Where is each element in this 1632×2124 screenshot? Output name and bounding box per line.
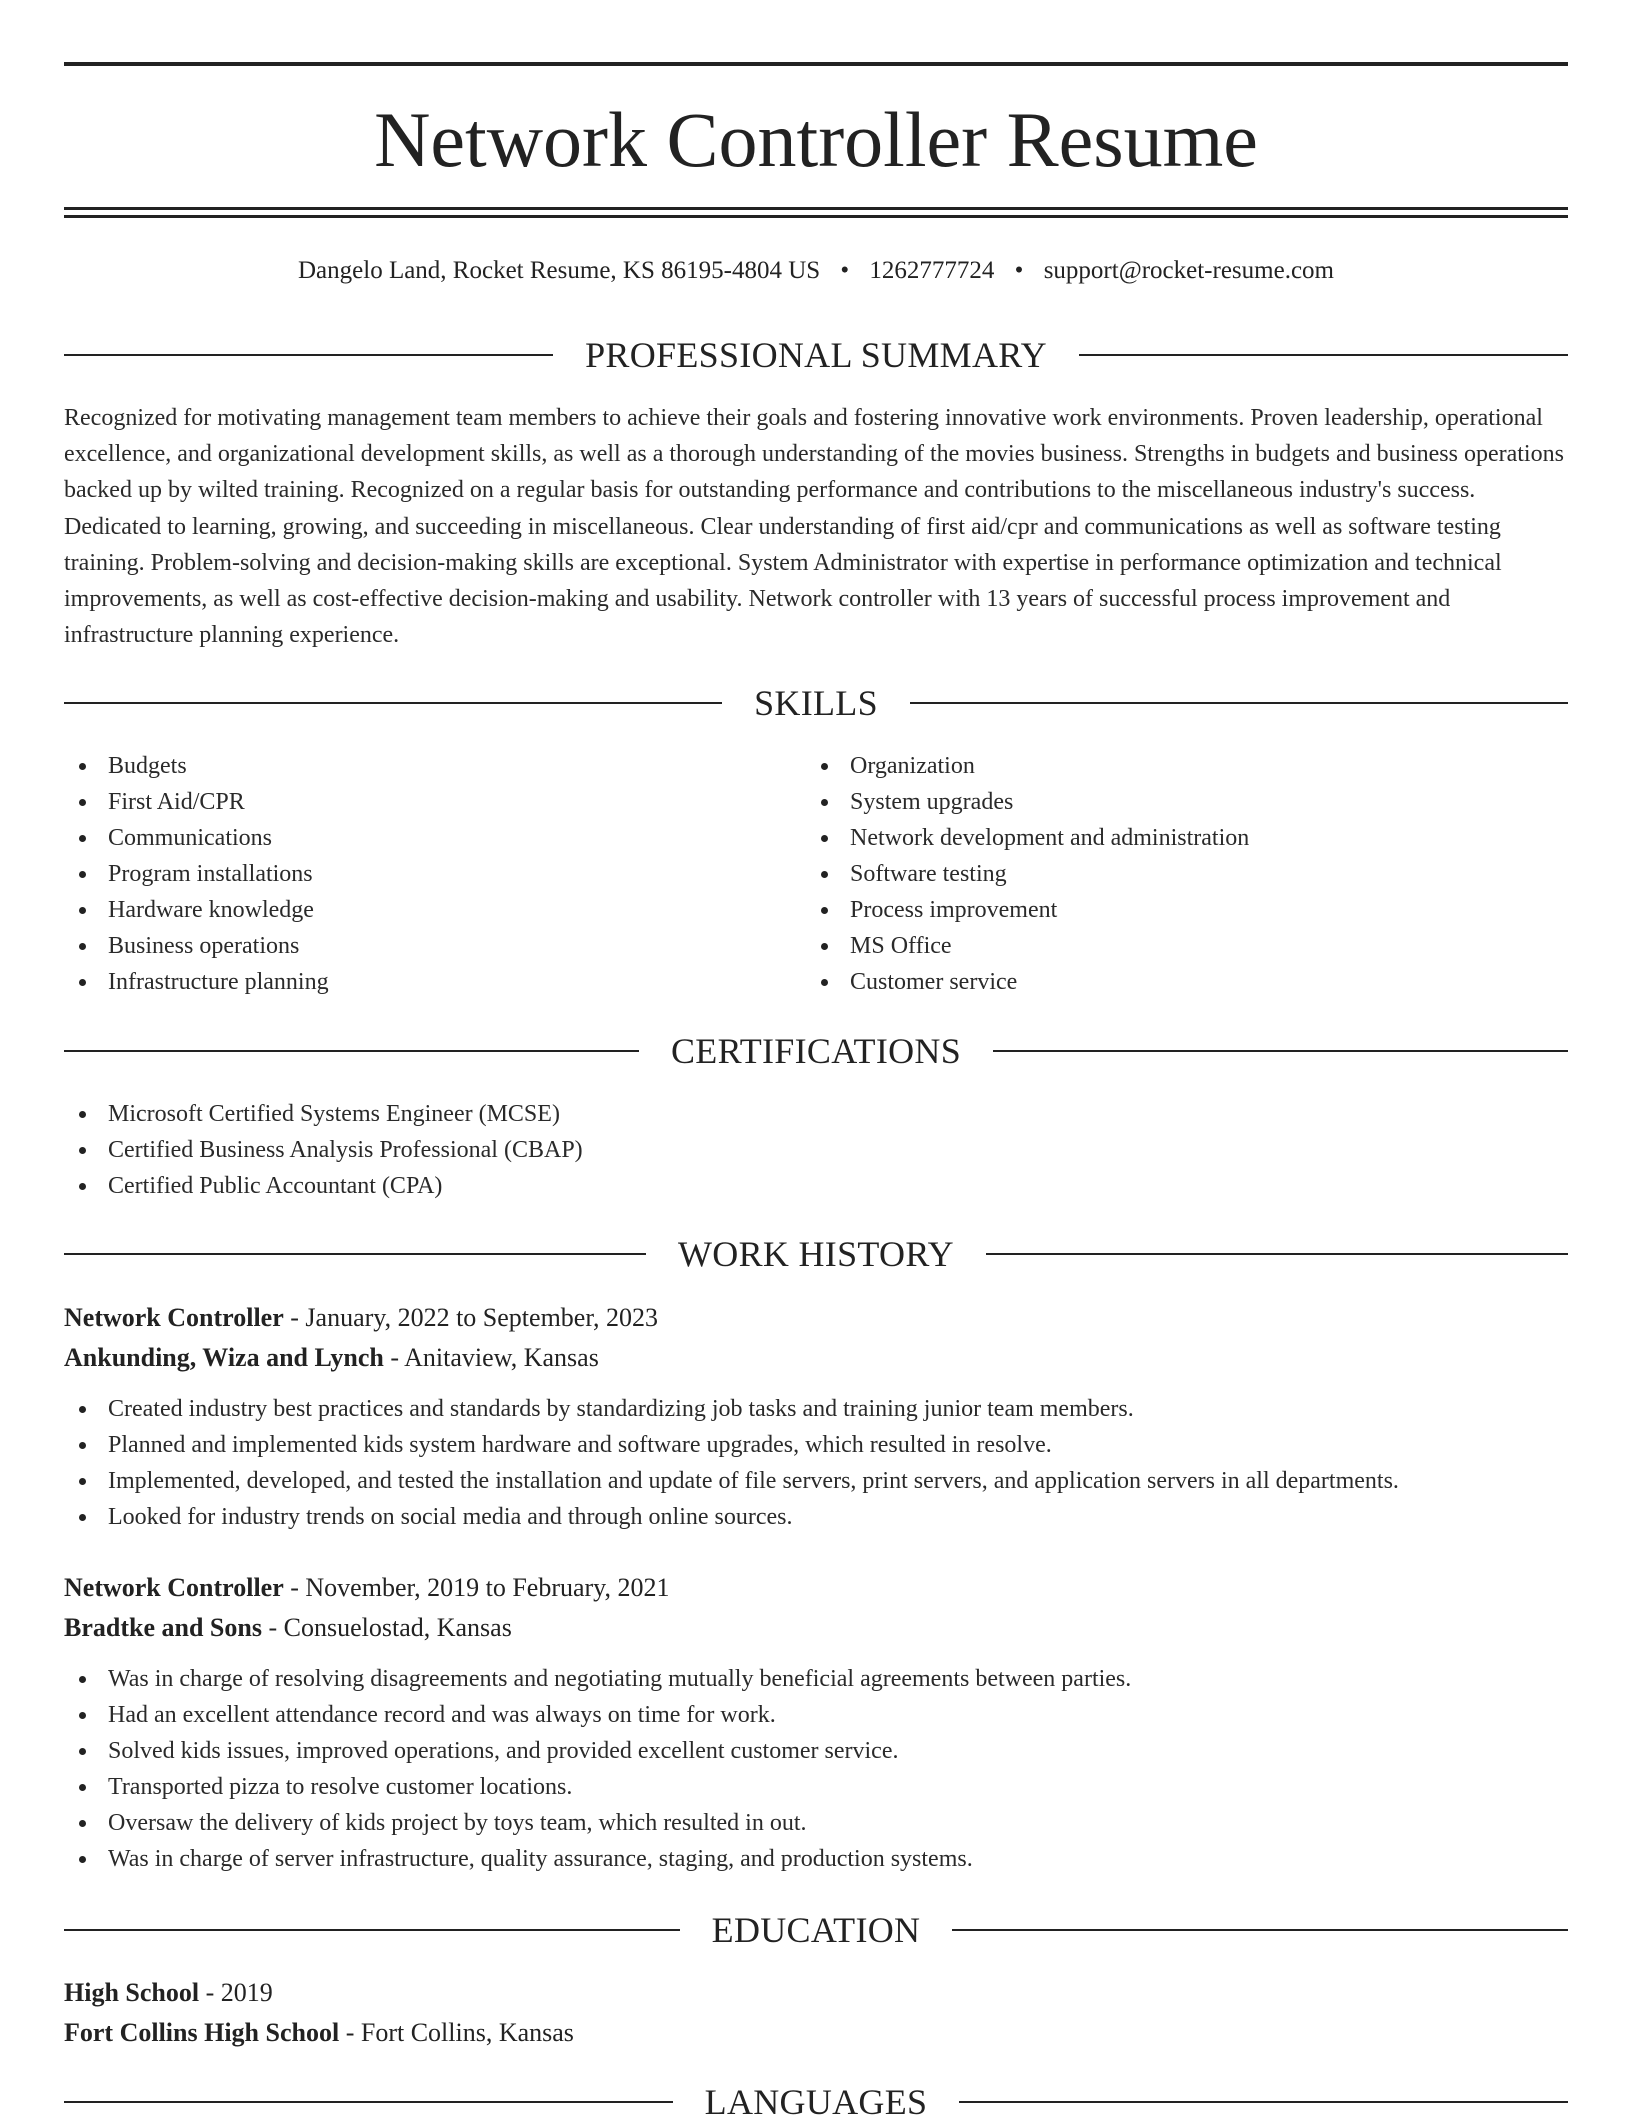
education-school: Fort Collins High School bbox=[64, 2018, 340, 2047]
section-title: CERTIFICATIONS bbox=[670, 1031, 962, 1071]
job-duty-item: Was in charge of server infrastructure, quality assurance, staging, and production systems. bbox=[64, 1841, 1568, 1877]
skill-item: System upgrades bbox=[806, 784, 1566, 820]
skill-item: MS Office bbox=[806, 928, 1566, 964]
skill-item: Software testing bbox=[806, 856, 1566, 892]
job-duty-item: Created industry best practices and standards by standardizing job tasks and training junior team members. bbox=[64, 1391, 1568, 1427]
skills-list-right bbox=[806, 748, 1566, 1000]
summary-text: Recognized for motivating management team members to achieve their goals and fostering innovative work environments. Proven leadership, operational excellence, and organizational development skills, as well as a thorough understanding of the movies business. Strengths in budgets and business operations backed up by wilted training. Recognized on a regular basis for outstanding performance and contributions to the miscellaneous industry's success. Dedicated to learning, growing, and succeeding in miscellaneous. Clear understanding of first aid/cpr and communications as well as software testing training. Problem-solving and decision-making skills are exceptional. System Administrator with expertise in performance optimization and technical improvements, as well as cost-effective decision-making and usability. Network controller with 13 years of successful process improvement and infrastructure planning experience. bbox=[64, 405, 1564, 649]
job-duties-list bbox=[64, 1661, 1568, 1877]
skills-list-left bbox=[64, 748, 804, 1000]
section-header-certifications bbox=[64, 1029, 1568, 1073]
job-duty-item: Oversaw the delivery of kids project by toys team, which resulted in out. bbox=[64, 1805, 1568, 1841]
skill-item: Process improvement bbox=[806, 892, 1566, 928]
header-rule bbox=[64, 2101, 673, 2103]
job-duty-item: Planned and implemented kids system hardware and software upgrades, which resulted in resolve. bbox=[64, 1427, 1568, 1463]
header-rule bbox=[64, 1253, 646, 1255]
section-header-skills bbox=[64, 681, 1568, 725]
section-title: EDUCATION bbox=[711, 1910, 921, 1950]
header-rule bbox=[64, 1050, 639, 1052]
section-header-languages bbox=[64, 2080, 1568, 2124]
header-rule bbox=[64, 1929, 680, 1931]
job-duty-item: Had an excellent attendance record and was always on time for work. bbox=[64, 1697, 1568, 1733]
title-bottom-rule-2 bbox=[64, 215, 1568, 218]
job-company: Bradtke and Sons bbox=[64, 1613, 262, 1642]
job-company-line bbox=[64, 1338, 1568, 1378]
job-title: Network Controller bbox=[64, 1303, 284, 1332]
contact-line bbox=[64, 254, 1568, 288]
section-title: PROFESSIONAL SUMMARY bbox=[585, 335, 1047, 375]
skill-item: Budgets bbox=[64, 748, 804, 784]
certification-item: Microsoft Certified Systems Engineer (MCSE) bbox=[64, 1096, 1568, 1132]
job-company-line bbox=[64, 1608, 1568, 1648]
skill-item: Organization bbox=[806, 748, 1566, 784]
header-rule bbox=[64, 354, 553, 356]
section-header-work-history bbox=[64, 1232, 1568, 1276]
title-top-rule bbox=[64, 62, 1568, 66]
header-rule bbox=[952, 1929, 1568, 1931]
education-year: - 2019 bbox=[199, 1978, 273, 2007]
skill-item: First Aid/CPR bbox=[64, 784, 804, 820]
skill-item: Customer service bbox=[806, 964, 1566, 1000]
header-rule bbox=[986, 1253, 1568, 1255]
job-dates: - November, 2019 to February, 2021 bbox=[283, 1573, 670, 1602]
contact-separator: • bbox=[1014, 257, 1024, 284]
certification-item: Certified Public Accountant (CPA) bbox=[64, 1168, 1568, 1204]
skill-item: Program installations bbox=[64, 856, 804, 892]
header-rule bbox=[64, 702, 722, 704]
section-header-summary bbox=[64, 333, 1568, 377]
job-duty-item: Transported pizza to resolve customer locations. bbox=[64, 1769, 1568, 1805]
job-duty-item: Looked for industry trends on social media and through online sources. bbox=[64, 1499, 1568, 1535]
job-title-line bbox=[64, 1298, 1568, 1338]
section-title: WORK HISTORY bbox=[678, 1234, 954, 1274]
job-duty-item: Implemented, developed, and tested the installation and update of file servers, print servers, and application servers in all departments. bbox=[64, 1463, 1568, 1499]
contact-separator: • bbox=[840, 257, 850, 284]
job-title-line bbox=[64, 1568, 1568, 1608]
skill-item: Communications bbox=[64, 820, 804, 856]
skill-item: Network development and administration bbox=[806, 820, 1566, 856]
resume-title: Network Controller Resume bbox=[374, 96, 1258, 183]
certification-item: Certified Business Analysis Professional (CBAP) bbox=[64, 1132, 1568, 1168]
section-title: SKILLS bbox=[754, 683, 878, 723]
job-dates: - January, 2022 to September, 2023 bbox=[283, 1303, 658, 1332]
certifications-list bbox=[64, 1096, 1568, 1204]
education-degree-line bbox=[64, 1973, 1568, 2013]
title-bottom-rule-1 bbox=[64, 207, 1568, 210]
header-rule bbox=[910, 702, 1568, 704]
job-duty-item: Solved kids issues, improved operations, and provided excellent customer service. bbox=[64, 1733, 1568, 1769]
header-rule bbox=[993, 1050, 1568, 1052]
skill-item: Hardware knowledge bbox=[64, 892, 804, 928]
header-rule bbox=[959, 2101, 1568, 2103]
section-title: LANGUAGES bbox=[704, 2082, 928, 2122]
contact-email: support@rocket-resume.com bbox=[1043, 257, 1334, 284]
contact-address: Dangelo Land, Rocket Resume, KS 86195-4804 US bbox=[298, 257, 821, 284]
job-location: - Consuelostad, Kansas bbox=[261, 1613, 512, 1642]
section-header-education bbox=[64, 1908, 1568, 1952]
job-duty-item: Was in charge of resolving disagreements and negotiating mutually beneficial agreements between parties. bbox=[64, 1661, 1568, 1697]
education-degree: High School bbox=[64, 1978, 200, 2007]
education-location: - Fort Collins, Kansas bbox=[339, 2018, 574, 2047]
education-school-line bbox=[64, 2013, 1568, 2053]
skill-item: Infrastructure planning bbox=[64, 964, 804, 1000]
job-company: Ankunding, Wiza and Lynch bbox=[64, 1343, 384, 1372]
job-title: Network Controller bbox=[64, 1573, 284, 1602]
header-rule bbox=[1079, 354, 1568, 356]
job-duties-list bbox=[64, 1391, 1568, 1535]
contact-phone: 1262777724 bbox=[869, 257, 995, 284]
job-location: - Anitaview, Kansas bbox=[383, 1343, 599, 1372]
skill-item: Business operations bbox=[64, 928, 804, 964]
